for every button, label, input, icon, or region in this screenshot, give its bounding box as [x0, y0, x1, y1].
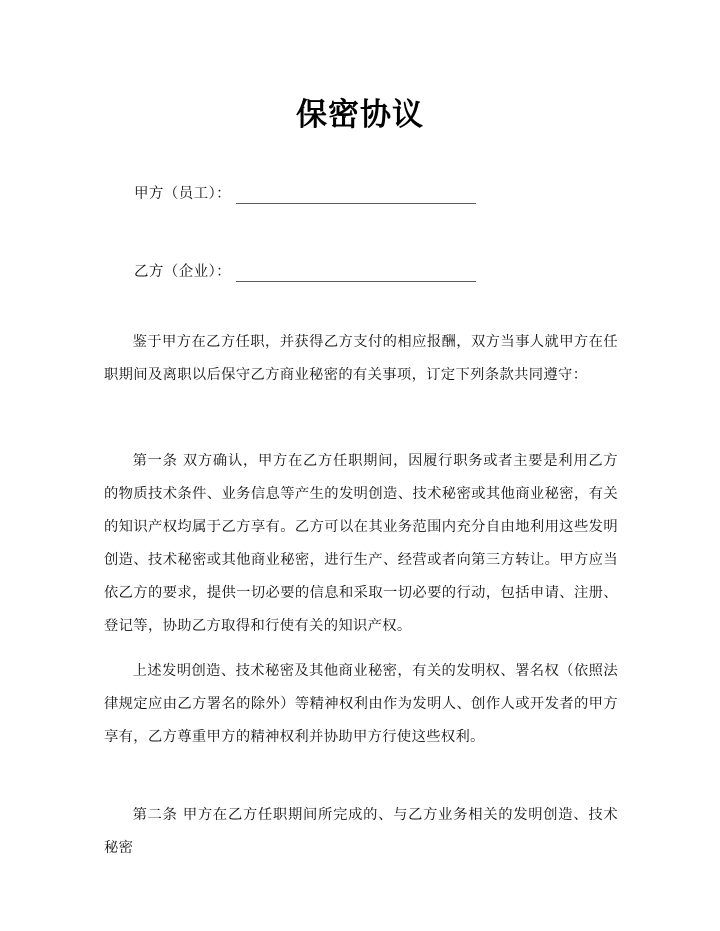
- spacer-within-article-1: [104, 643, 618, 655]
- party-blank-yifang[interactable]: [236, 266, 476, 282]
- page-title: 保密协议: [296, 96, 424, 133]
- party-label-jiafang: 甲方（员工）：: [134, 186, 232, 202]
- paragraph-article-1-first: 第一条 双方确认，甲方在乙方任职期间，因履行职务或者主要是利用乙方的物质技术条件、业务信息等产生的发明创造、技术秘密或其他商业秘密，有关的知识产权均属于乙方享有。乙方可以在其业务范围内充分自由地利用这些发明创造、技术秘密或其他商业秘密，进行生产、经营或者向第三方转让。甲方应当依乙方的要求，提供一切必要的信息和采取一切必要的行动，包括申请、注册、登记等，协助乙方取得和行使有关的知识产权。: [104, 453, 618, 634]
- party-fields: [134, 182, 594, 338]
- party-label-yifang: 乙方（企业）：: [134, 264, 232, 280]
- paragraph-article-1-second: 上述发明创造、技术秘密及其他商业秘密，有关的发明权、署名权（依照法律规定应由乙方署名的除外）等精神权利由作为发明人、创作人或开发者的甲方享有，乙方尊重甲方的精神权利并协助甲方行使这些权利。: [104, 663, 618, 745]
- spacer-before-article-2: [104, 754, 618, 799]
- paragraph-article-2-first: 第二条 甲方在乙方任职期间所完成的、与乙方业务相关的发明创造、技术秘密: [104, 807, 618, 856]
- party-row-jiafang: [134, 182, 594, 204]
- document-body: [104, 326, 618, 865]
- spacer-before-article-1: [104, 392, 618, 445]
- party-blank-jiafang[interactable]: [236, 188, 476, 204]
- party-row-yifang: [134, 260, 594, 282]
- paragraph-preamble: 鉴于甲方在乙方任职，并获得乙方支付的相应报酬，双方当事人就甲方在任职期间及离职以后保守乙方商业秘密的有关事项，订定下列条款共同遵守：: [104, 334, 618, 383]
